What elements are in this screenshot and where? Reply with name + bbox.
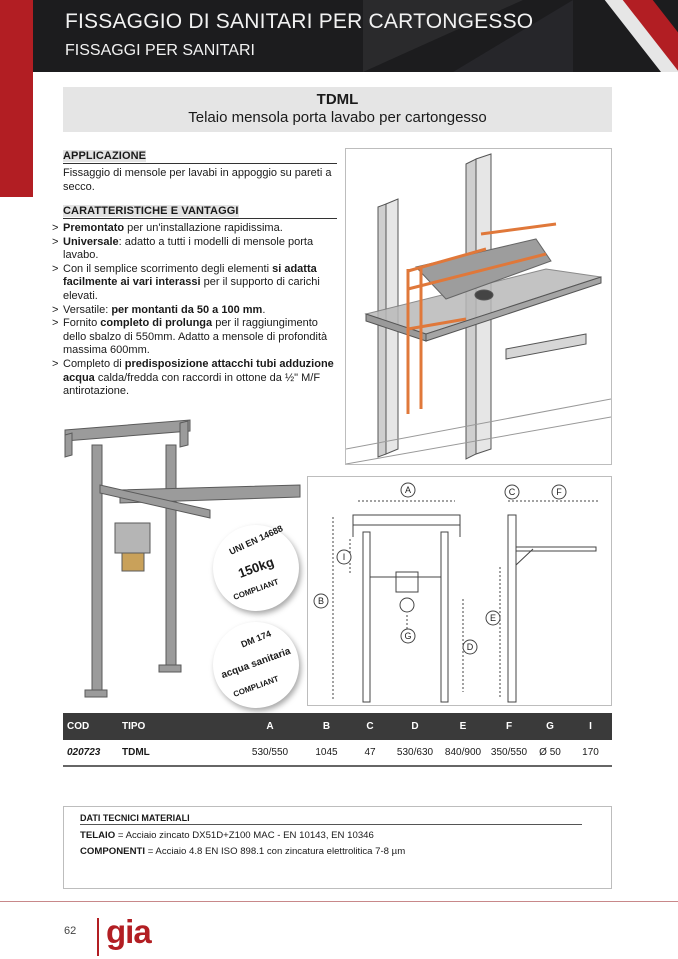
col-i: I [569,713,612,740]
product-code-name: TDML [316,91,359,108]
cell-cod: 020723 [63,740,118,766]
dim-label-f: F [556,487,562,497]
technical-drawing [308,477,611,705]
col-c: C [349,713,391,740]
section-subtitle: FISSAGGI PER SANITARI [65,42,255,59]
table-row [63,740,612,766]
col-cod: COD [63,713,118,740]
dati-tecnici-box [63,806,612,889]
dim-label-d: D [466,642,474,652]
applicazione-text: Fissaggio di mensole per lavabi in appoggio su pareti a secco. [63,167,332,193]
dm-badge-mid-text: acqua sanitaria [219,645,293,682]
dm-174-badge [213,622,299,708]
product-title-bar [63,87,612,132]
uni-badge-bottom-text: COMPLIANT [232,577,280,602]
cell-d: 530/630 [391,740,439,766]
cell-g: Ø 50 [531,740,569,766]
feature-item: > Universale: adatto a tutti i modelli di mensole porta lavabo. [52,236,339,263]
gia-logo: gia [106,913,151,950]
col-f: F [487,713,531,740]
col-g: G [531,713,569,740]
feature-item: > Completo di predisposizione attacchi tubi adduzione acqua calda/fredda con raccordi in ottone da ½" M/F antirotazione. [52,358,339,399]
cell-a: 530/550 [236,740,304,766]
specs-table-header [63,713,612,740]
uni-en-badge [213,525,299,611]
footer-divider [0,901,678,902]
uni-badge-load-text: 150kg [236,554,276,581]
col-e: E [439,713,487,740]
feature-item: > Premontato per un'installazione rapidissima. [52,222,339,236]
componenti-line: COMPONENTI = Acciaio 4.8 EN ISO 898.1 con zincatura elettrolitica 7-8 µm [80,846,406,857]
dim-label-g: G [404,631,412,641]
dm-badge-bottom-text: COMPLIANT [232,674,280,699]
dm-badge-top-text: DM 174 [239,628,273,650]
installation-render-box [345,148,612,465]
dati-tecnici-heading: DATI TECNICI MATERIALI [80,813,582,825]
product-description: Telaio mensola porta lavabo per cartongesso [188,109,487,126]
cell-c: 47 [349,740,391,766]
cell-b: 1045 [304,740,349,766]
cell-e: 840/900 [439,740,487,766]
installation-render-image [346,149,611,464]
dim-label-e: E [489,613,497,623]
cell-tipo: TDML [118,740,236,766]
feature-item: > Versatile: per montanti da 50 a 100 mm. [52,304,339,318]
dim-label-c: C [508,487,516,497]
uni-badge-top-text: UNI EN 14688 [227,523,285,557]
dim-label-b: B [317,596,325,606]
dim-label-i: I [342,552,346,562]
col-tipo: TIPO [118,713,236,740]
cell-f: 350/550 [487,740,531,766]
header-banner [33,0,678,72]
cell-i: 170 [569,740,612,766]
features-list [52,222,339,399]
section-title: FISSAGGIO DI SANITARI PER CARTONGESSO [65,10,534,33]
col-a: A [236,713,304,740]
dim-label-a: A [404,485,412,495]
logo-divider [97,918,99,956]
feature-item: > Fornito completo di prolunga per il raggiungimento dello sbalzo di 550mm. Adatto a mensole di profondità massima 600mm. [52,317,339,358]
applicazione-heading: APPLICAZIONE [63,150,337,164]
col-b: B [304,713,349,740]
page-number: 62 [64,925,77,937]
specs-table [63,713,612,767]
col-d: D [391,713,439,740]
caratteristiche-heading: CARATTERISTICHE E VANTAGGI [63,205,337,219]
feature-item: > Con il semplice scorrimento degli elementi si adatta facilmente ai vari interassi per il supporto di carichi elevati. [52,263,339,304]
telaio-line: TELAIO = Acciaio zincato DX51D+Z100 MAC - EN 10143, EN 10346 [80,830,374,841]
technical-drawing-box [307,476,612,706]
side-accent-bar [0,0,33,197]
